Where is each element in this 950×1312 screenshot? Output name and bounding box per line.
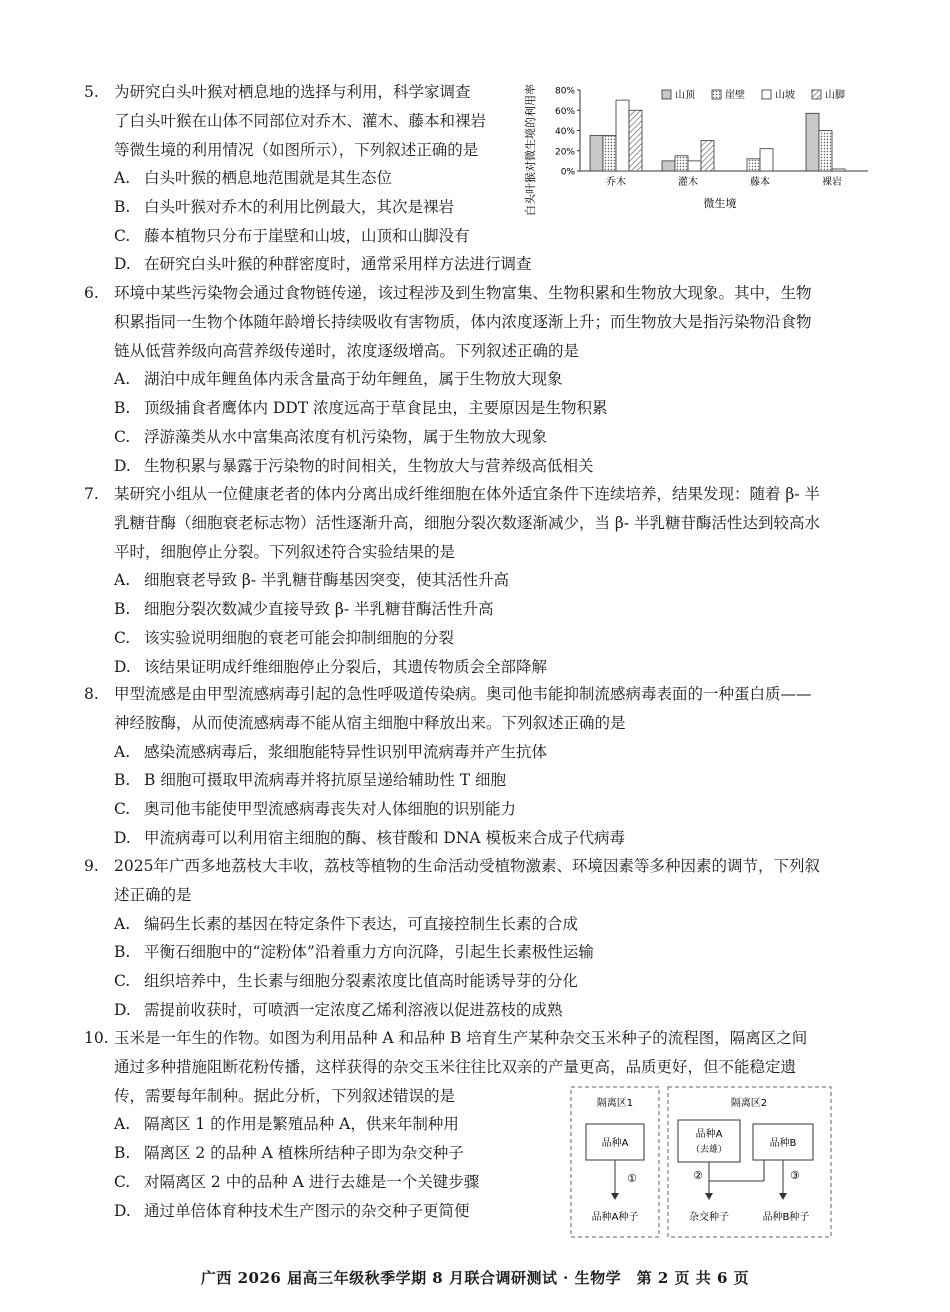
legend-swatch: [662, 90, 671, 99]
stem-line: 传，需要每年制种。据此分析，下列叙述错误的是: [114, 1086, 456, 1105]
stem-line: 链从低营养级向高营养级传递时，浓度逐级增高。下列叙述正确的是: [114, 341, 580, 360]
question-6: 6. 环境中某些污染物会通过食物链传递，该过程涉及到生物富集、生物积累和生物放大现象。其中，生物 积累指同一生物个体随年龄增长持续吸收有害物质，体内浓度逐渐上升；而生物放大是指污染物沿食物 链从低营养级向高营养级传递时，浓度逐级增高。下列叙述正确的是 A. 湖泊中成年鲤鱼体内汞含量高于幼年鲤鱼，属于生物放大现象 B. 顶级捕食者鹰体内 DDT 浓度远高于草食昆虫，主要原因是生物积累 C. 浮游藻类从水中富集高浓度有机污染物，属于生物放大现象 D. 生物积累与暴露于污染物的时间相关，生物放大与营养级高低相关: [84, 279, 868, 481]
page-footer: 广西 2026 届高三年级秋季学期 8 月联合调研测试 · 生物学 第 2 页 共 6 页: [200, 1269, 750, 1287]
stem-line: 为研究白头叶猴对栖息地的选择与利用，科学家调查: [114, 83, 471, 101]
option-b[interactable]: B. 顶级捕食者鹰体内 DDT 浓度远高于草食昆虫，主要原因是生物积累: [114, 399, 608, 418]
bar: [747, 159, 760, 171]
variety-a-detasseled-line2: （去雄）: [690, 1145, 728, 1155]
question-7: 7. 某研究小组从一位健康老者的体内分离出成纤维细胞在体外适宜条件下连续培养，结果发现：随着 β- 半 乳糖苷酶（细胞衰老标志物）活性逐渐升高，细胞分裂次数逐渐减少，当 β- 半乳糖苷酶活性达到较高水 平时，细胞停止分裂。下列叙述符合实验结果的是 A. 细胞衰老导致 β- 半乳糖苷酶基因突变，使其活性升高 B. 细胞分裂次数减少直接导致 β- 半乳糖苷酶活性升高 C. 该实验说明细胞的衰老可能会抑制细胞的分裂 D. 该结果证明成纤维细胞停止分裂后，其遗传物质会全部降解: [84, 480, 868, 682]
stem-line: 积累指同一生物个体随年龄增长持续吸收有害物质，体内浓度逐渐上升；而生物放大是指污染物沿食物: [114, 312, 812, 331]
chart-ylabel: 白头叶猴对微生境的利用率: [524, 84, 537, 216]
bar: [701, 141, 714, 171]
question-8: 8. 甲型流感是由甲型流感病毒引起的急性呼吸道传染病。奥司他韦能抑制流感病毒表面的一种蛋白质—— 神经胺酶，从而使流感病毒不能从宿主细胞中释放出来。下列叙述正确的是 A. 感染流感病毒后，浆细胞能特异性识别甲流病毒并产生抗体 B. B 细胞可摄取甲流病毒并将抗原呈递给辅助性 T 细胞 C. 奥司他韦能使甲型流感病毒丧失对人体细胞的识别能力 D. 甲流病毒可以利用宿主细胞的酶、核苷酸和 DNA 模板来合成子代病毒: [84, 680, 868, 853]
option-c[interactable]: C. 奥司他韦能使甲型流感病毒丧失对人体细胞的识别能力: [114, 800, 517, 819]
bar: [819, 131, 832, 172]
bar: [806, 113, 819, 171]
bar: [629, 110, 642, 171]
stem-line: 平时，细胞停止分裂。下列叙述符合实验结果的是: [114, 542, 456, 561]
legend-swatch: [712, 90, 721, 99]
option-d[interactable]: D. 甲流病毒可以利用宿主细胞的酶、核苷酸和 DNA 模板来合成子代病毒: [114, 828, 626, 847]
question-10: 10. 玉米是一年生的作物。如图为利用品种 A 和品种 B 培育生产某种杂交玉米种子的流程图，隔离区之间 通过多种措施阻断花粉传播，这样获得的杂交玉米往往比双亲的产量更高，品质更好，但不能稳定遗 传，需要每年制种。据此分析，下列叙述错误的是 A. 隔离区 1 的作用是繁殖品种 A，供来年制种用 B. 隔离区 2 的品种 A 植株所结种子即为杂交种子 C. 对隔离区 2 中的品种 A 进行去雄是一个关键步骤 D. 通过单倍体育种技术生产图示的杂交种子更简便: [84, 1024, 868, 1226]
bar: [590, 136, 603, 171]
option-a[interactable]: A. 湖泊中成年鲤鱼体内汞含量高于幼年鲤鱼，属于生物放大现象: [114, 370, 563, 389]
option-b[interactable]: B. 隔离区 2 的品种 A 植株所结种子即为杂交种子: [114, 1144, 464, 1163]
step-2-label: ②: [693, 1169, 703, 1182]
bar: [675, 156, 688, 171]
option-c[interactable]: C. 浮游藻类从水中富集高浓度有机污染物，属于生物放大现象: [114, 427, 548, 446]
hybrid-seed-label: 杂交种子: [689, 1212, 729, 1223]
option-a[interactable]: A. 隔离区 1 的作用是繁殖品种 A，供来年制种用: [114, 1115, 459, 1134]
x-tick-label: 裸岩: [822, 177, 842, 188]
bar: [662, 161, 675, 171]
legend-label: 崖壁: [725, 90, 745, 101]
option-a[interactable]: A. 细胞衰老导致 β- 半乳糖苷酶基因突变，使其活性升高: [114, 571, 510, 590]
option-d[interactable]: D. 该结果证明成纤维细胞停止分裂后，其遗传物质会全部降解: [114, 657, 548, 676]
bar: [688, 161, 701, 171]
stem-line: 通过多种措施阻断花粉传播，这样获得的杂交玉米往往比双亲的产量更高，品质更好，但不能稳定遗: [114, 1057, 797, 1076]
x-tick-label: 藤本: [750, 177, 770, 188]
legend-swatch: [812, 90, 821, 99]
stem-line: 等微生境的利用情况（如图所示），下列叙述正确的是: [114, 140, 479, 159]
option-d[interactable]: D. 在研究白头叶猴的种群密度时，通常采用样方法进行调查: [114, 255, 532, 274]
stem-line: 述正确的是: [114, 885, 192, 904]
option-c[interactable]: C. 对隔离区 2 中的品种 A 进行去雄是一个关键步骤: [114, 1172, 480, 1191]
option-b[interactable]: B. 细胞分裂次数减少直接导致 β- 半乳糖苷酶活性升高: [114, 600, 494, 619]
option-b[interactable]: B. 平衡石细胞中的“淀粉体”沿着重力方向沉降，引起生长素极性运输: [114, 943, 594, 962]
question-5: [84, 78, 524, 164]
variety-a-detasseled-line1: 品种A: [695, 1129, 723, 1140]
legend-swatch: [762, 90, 771, 99]
step-1-label: ①: [627, 1172, 637, 1185]
zone-1-label: 隔离区1: [596, 1098, 634, 1109]
y-tick-label: 20%: [554, 147, 575, 158]
x-tick-label: 乔木: [606, 177, 626, 188]
option-d[interactable]: D. 生物积累与暴露于污染物的时间相关，生物放大与营养级高低相关: [114, 456, 594, 475]
stem-line: 了白头叶猴在山体不同部位对乔木、灌木、藤本和裸岩: [114, 111, 487, 130]
option-a[interactable]: A. 白头叶猴的栖息地范围就是其生态位: [114, 169, 393, 187]
legend-label: 山顶: [675, 90, 695, 101]
option-c[interactable]: C. 藤本植物只分布于崖壁和山坡，山顶和山脚没有: [114, 226, 470, 245]
legend-label: 山脚: [825, 90, 845, 101]
zone-2-label: 隔离区2: [730, 1098, 768, 1109]
bar: [616, 100, 629, 171]
y-tick-label: 60%: [554, 106, 575, 117]
seed-a-label: 品种A种子: [591, 1212, 639, 1223]
option-d[interactable]: D. 需提前收获时，可喷洒一定浓度乙烯利溶液以促进荔枝的成熟: [114, 1000, 563, 1019]
option-b[interactable]: B. B 细胞可摄取甲流病毒并将抗原呈递给辅助性 T 细胞: [114, 771, 507, 790]
seed-b-label: 品种B种子: [762, 1212, 810, 1223]
option-a[interactable]: A. 感染流感病毒后，浆细胞能特异性识别甲流病毒并产生抗体: [114, 742, 548, 761]
stem-line: 乳糖苷酶（细胞衰老标志物）活性逐渐升高，细胞分裂次数逐渐减少，当 β- 半乳糖苷酶活性达到较高水: [114, 513, 821, 532]
breeding-flow-diagram: [568, 1084, 836, 1240]
option-d[interactable]: D. 通过单倍体育种技术生产图示的杂交种子更简便: [114, 1201, 470, 1220]
option-a[interactable]: A. 编码生长素的基因在特定条件下表达，可直接控制生长素的合成: [114, 914, 579, 933]
stem-line: 神经胺酶，从而使流感病毒不能从宿主细胞中释放出来。下列叙述正确的是: [114, 713, 626, 732]
variety-b-label: 品种B: [769, 1138, 797, 1149]
y-tick-label: 40%: [554, 127, 575, 137]
variety-a-detasseled-box: [678, 1120, 740, 1162]
bar: [832, 169, 845, 171]
bar: [760, 149, 773, 171]
question-9: 9. 2025年广西多地荔枝大丰收，荔枝等植物的生命活动受植物激素、环境因素等多种因素的调节，下列叙 述正确的是 A. 编码生长素的基因在特定条件下表达，可直接控制生长素的合成 B. 平衡石细胞中的“淀粉体”沿着重力方向沉降，引起生长素极性运输 C. 组织培养中，生长素与细胞分裂素浓度比值高时能诱导芽的分化 D. 需提前收获时，可喷洒一定浓度乙烯利溶液以促进荔枝的成熟: [84, 852, 868, 1025]
option-b[interactable]: B. 白头叶猴对乔木的利用比例最大，其次是裸岩: [114, 197, 455, 216]
y-tick-label: 80%: [554, 86, 575, 97]
option-c[interactable]: C. 该实验说明细胞的衰老可能会抑制细胞的分裂: [114, 628, 455, 647]
option-c[interactable]: C. 组织培养中，生长素与细胞分裂素浓度比值高时能诱导芽的分化: [114, 972, 579, 991]
variety-a-label: 品种A: [601, 1138, 629, 1149]
y-tick-label: 0%: [560, 167, 575, 178]
question-number: 5.: [84, 83, 99, 101]
step-3-label: ③: [790, 1169, 800, 1182]
chart-xlabel: 微生境: [703, 197, 737, 210]
microhabitat-bar-chart: [520, 78, 870, 218]
x-tick-label: 灌木: [678, 177, 698, 188]
legend-label: 山坡: [775, 90, 795, 101]
bar: [603, 136, 616, 171]
